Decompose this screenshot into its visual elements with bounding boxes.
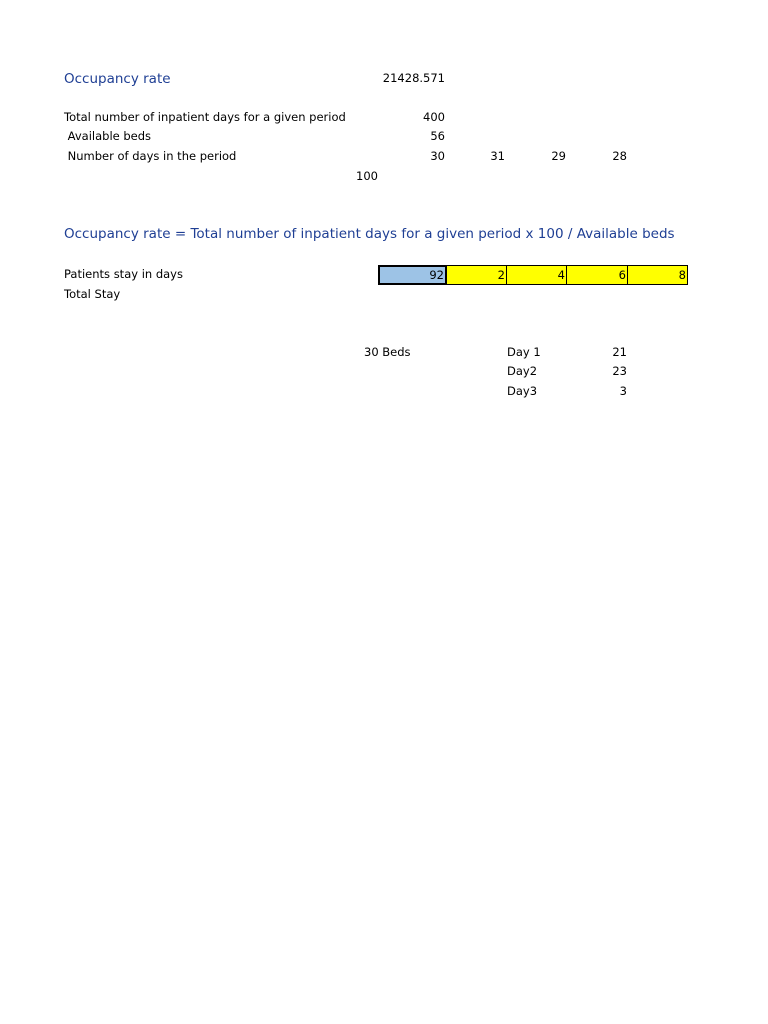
day-value[interactable]: 21 — [612, 345, 627, 359]
day-value[interactable]: 3 — [619, 384, 627, 398]
standalone-100-value[interactable]: 100 — [356, 169, 378, 183]
available-beds-value[interactable]: 56 — [430, 129, 445, 143]
day-label: Day2 — [507, 364, 538, 378]
day-value[interactable]: 23 — [612, 364, 627, 378]
available-beds-label: Available beds — [64, 129, 152, 143]
days-in-period-31[interactable]: 31 — [490, 149, 505, 163]
formula-text: Occupancy rate = Total number of inpatient days for a given period x 100 / Available beds — [64, 226, 675, 242]
patients-stay-label: Patients stay in days — [64, 267, 183, 281]
inpatient-days-label: Total number of inpatient days for a given period — [64, 110, 346, 124]
days-in-period-value[interactable]: 30 — [430, 149, 445, 163]
days-in-period-29[interactable]: 29 — [551, 149, 566, 163]
days-in-period-label: Number of days in the period — [64, 149, 237, 163]
total-stay-label: Total Stay — [64, 287, 121, 301]
day-label: Day3 — [507, 384, 538, 398]
stay-cell[interactable]: 2 — [447, 265, 507, 285]
occupancy-rate-title: Occupancy rate — [64, 71, 171, 87]
day-label: Day 1 — [507, 345, 541, 359]
beds-label: 30 Beds — [364, 345, 411, 359]
stay-cell[interactable]: 4 — [507, 265, 567, 285]
occupancy-rate-value[interactable]: 21428.571 — [382, 71, 445, 85]
stay-cell-selected[interactable]: 92 — [378, 265, 447, 285]
stay-cell[interactable]: 8 — [628, 265, 688, 285]
days-in-period-28[interactable]: 28 — [612, 149, 627, 163]
inpatient-days-value[interactable]: 400 — [423, 110, 445, 124]
stay-cell[interactable]: 6 — [567, 265, 628, 285]
